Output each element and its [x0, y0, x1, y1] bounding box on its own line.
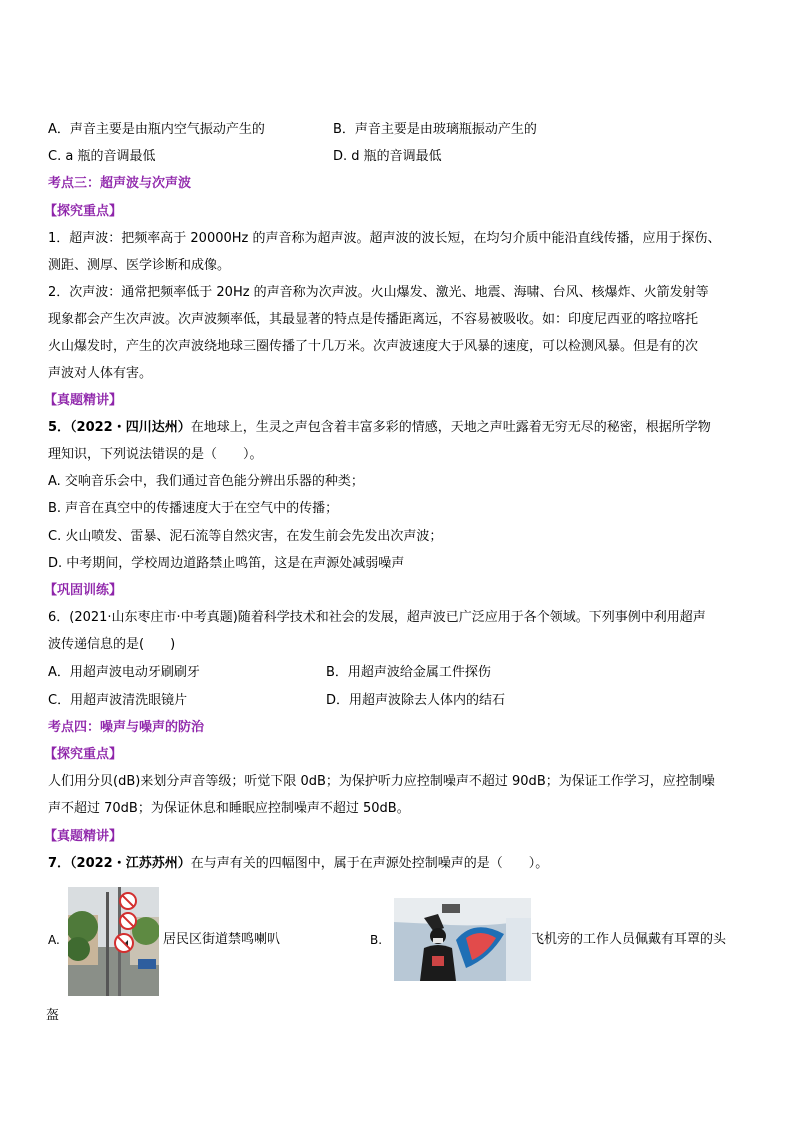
q5-option-c: C. 火山喷发、雷暴、泥石流等自然灾害，在发生前会先发出次声波；	[48, 529, 443, 544]
section4-title: 考点四：噪声与噪声的防治	[48, 720, 205, 735]
q7-option-b-image	[394, 898, 531, 981]
q7-option-a-image	[68, 887, 159, 996]
q7-option-a-label: A.	[48, 933, 60, 947]
q5-source: 5．（2022・四川达州）	[48, 420, 191, 435]
q5-stem-line1	[48, 418, 711, 438]
q4-option-d: D. d 瓶的音调最低	[333, 149, 442, 164]
infrasound-paragraph-line2: 现象都会产生次声波。次声波频率低，其最显著的特点是传播距离远，不容易被吸收。如：印度尼西亚的喀拉喀托	[48, 312, 699, 327]
q5-text: 在地球上，生灵之声包含着丰富多彩的情感，天地之声吐露着无穷无尽的秘密，根据所学物	[190, 420, 711, 435]
q4-option-c: C. a 瓶的音调最低	[48, 149, 156, 164]
q6-option-b: B．用超声波给金属工件探伤	[326, 665, 491, 680]
q4-option-b: B．声音主要是由玻璃瓶振动产生的	[333, 122, 537, 137]
q7-stem	[48, 854, 548, 874]
section3-title: 考点三：超声波与次声波	[48, 176, 192, 191]
infrasound-paragraph-line1: 2．次声波：通常把频率低于 20Hz 的声音称为次声波。火山爆发、激光、地震、海啸、台风、核爆炸、火箭发射等	[48, 285, 709, 300]
section3-train-tag: 【巩固训练】	[44, 583, 123, 598]
q5-option-b: B. 声音在真空中的传播速度大于在空气中的传播；	[48, 501, 339, 516]
q5-stem-line2: 理知识，下列说法错误的是（ ）。	[48, 447, 263, 462]
q6-stem-line1: 6．(2021·山东枣庄市·中考真题)随着科学技术和社会的发展，超声波已广泛应用于各个领域。下列事例中利用超声	[48, 610, 706, 625]
infrasound-paragraph-line3: 火山爆发时，产生的次声波绕地球三圈传播了十几万米。次声波速度大于风暴的速度，可以检测风暴。但是有的次	[48, 339, 699, 354]
q6-option-d: D．用超声波除去人体内的结石	[326, 693, 506, 708]
ultrasound-paragraph-line2: 测距、测厚、医学诊断和成像。	[48, 258, 231, 273]
section3-focus-tag: 【探究重点】	[44, 204, 123, 219]
section3-exam-tag: 【真题精讲】	[44, 393, 123, 408]
noise-paragraph-line1: 人们用分贝(dB)来划分声音等级；听觉下限 0dB；为保护听力应控制噪声不超过 90dB；为保证工作学习，应控制噪	[48, 774, 715, 789]
noise-paragraph-line2: 声不超过 70dB；为保证休息和睡眠应控制噪声不超过 50dB。	[48, 801, 410, 816]
q6-option-a: A．用超声波电动牙刷刷牙	[48, 665, 200, 680]
section4-exam-tag: 【真题精讲】	[44, 829, 123, 844]
q5-option-a: A. 交响音乐会中，我们通过音色能分辨出乐器的种类；	[48, 474, 364, 489]
q7-option-a-text: 居民区街道禁鸣喇叭	[163, 932, 281, 947]
infrasound-paragraph-line4: 声波对人体有害。	[48, 366, 153, 381]
q6-stem-line2: 波传递信息的是( )	[48, 637, 176, 652]
q6-option-c: C．用超声波清洗眼镜片	[48, 693, 188, 708]
q7-option-b-text: 飞机旁的工作人员佩戴有耳罩的头	[531, 932, 727, 947]
q7-text: 在与声有关的四幅图中，属于在声源处控制噪声的是（ ）。	[190, 856, 549, 871]
q5-option-d: D. 中考期间，学校周边道路禁止鸣笛，这是在声源处减弱噪声	[48, 556, 405, 571]
q7-source: 7．（2022・江苏苏州）	[48, 856, 191, 871]
q4-option-a: A．声音主要是由瓶内空气振动产生的	[48, 122, 265, 137]
section4-focus-tag: 【探究重点】	[44, 747, 123, 762]
ultrasound-paragraph-line1: 1．超声波：把频率高于 20000Hz 的声音称为超声波。超声波的波长短，在均匀介质中能沿直线传播，应用于探伤、	[48, 231, 721, 246]
q7-option-b-text-continued: 盔	[46, 1008, 60, 1023]
q7-option-b-label: B.	[370, 933, 383, 947]
